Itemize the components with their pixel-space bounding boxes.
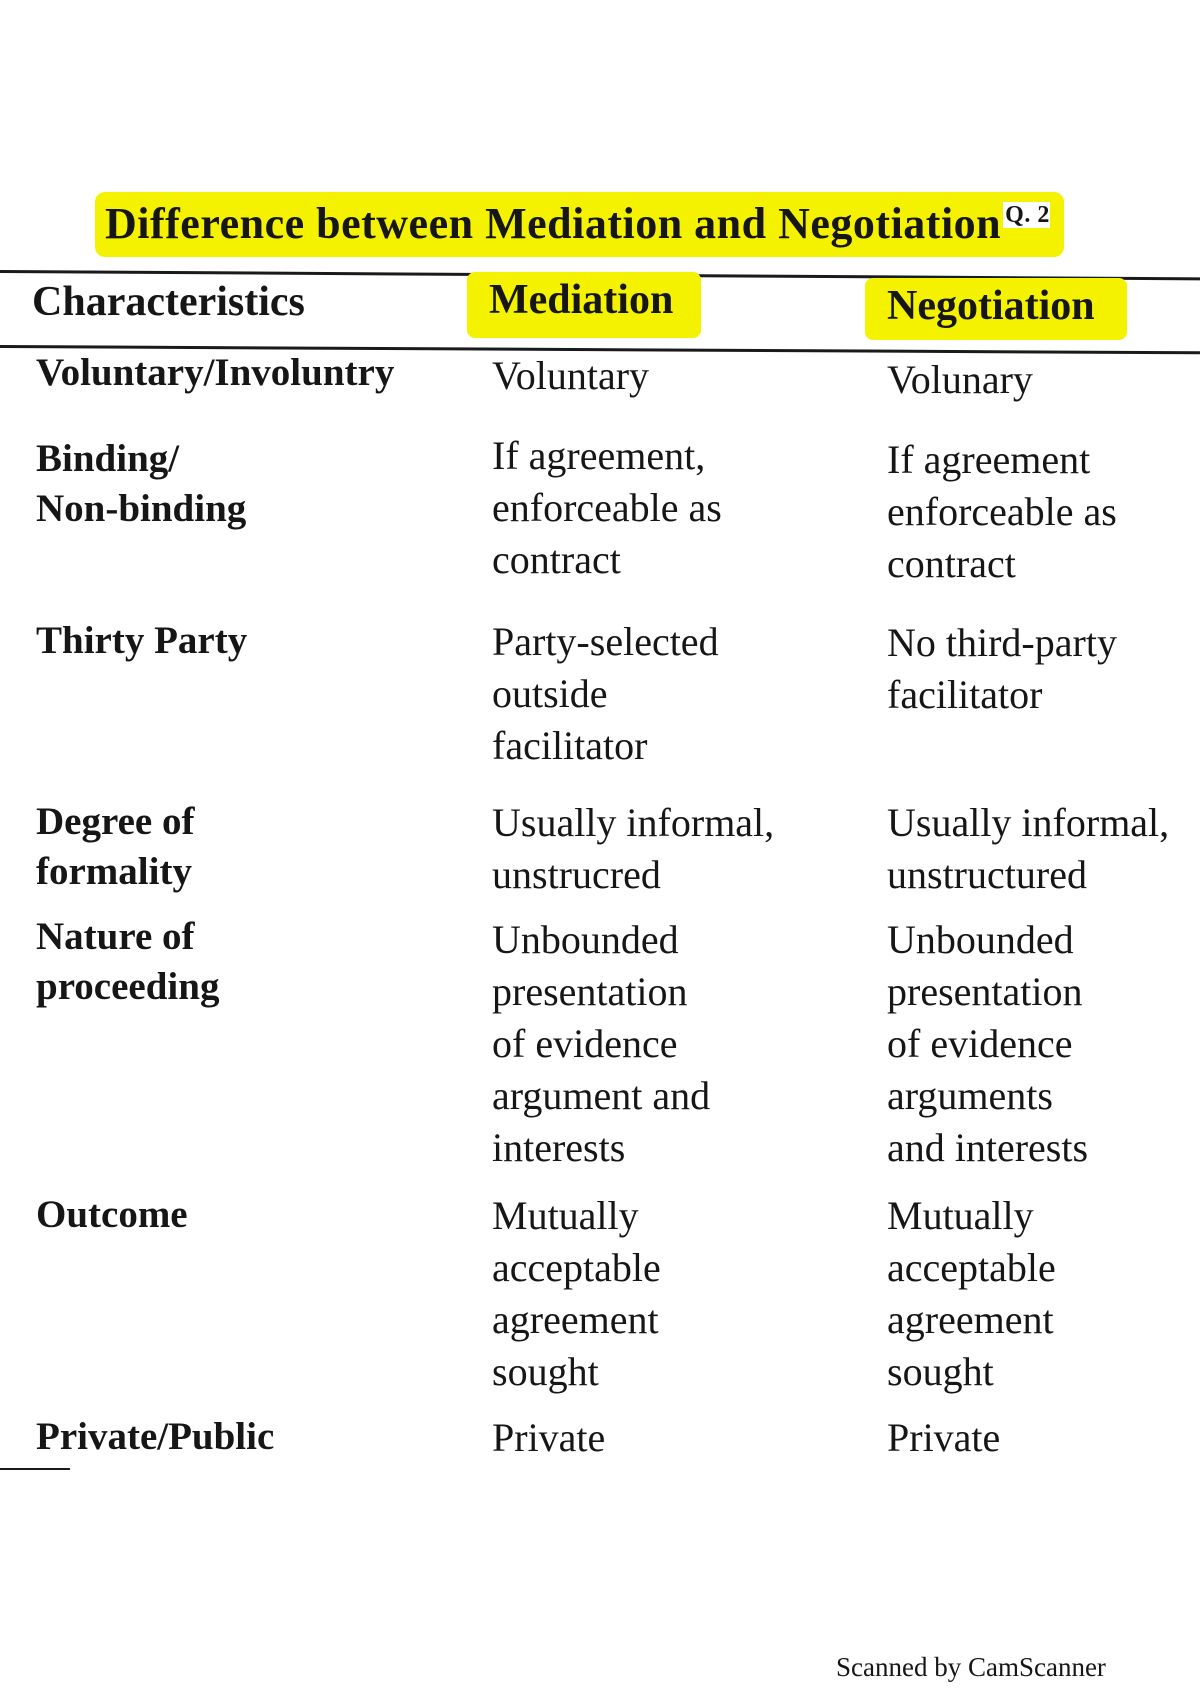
row-2-characteristic: Binding/ Non-binding	[36, 437, 247, 530]
question-reference: Q. 2	[1005, 202, 1050, 229]
row-1-mediation: Voluntary	[492, 353, 650, 398]
row-4-negotiation: Usually informal, unstructured	[887, 800, 1170, 897]
header-characteristics: Characteristics	[32, 279, 305, 325]
row-5-characteristic: Nature of proceeding	[36, 915, 220, 1008]
header-mediation: Mediation	[467, 272, 701, 338]
row-6-negotiation: Mutually acceptable agreement sought	[887, 1193, 1056, 1394]
document-title	[95, 192, 1064, 257]
header-negotiation: Negotiation	[865, 278, 1127, 340]
row-4-mediation: Usually informal, unstrucred	[492, 800, 775, 897]
table-bottom-rule	[0, 1468, 70, 1470]
row-2-mediation: If agreement, enforceable as contract	[492, 433, 722, 582]
row-5-mediation: Unbounded presentation of evidence argument and interests	[492, 917, 711, 1170]
row-6-mediation: Mutually acceptable agreement sought	[492, 1193, 661, 1394]
row-4-characteristic: Degree of formality	[36, 800, 195, 893]
row-7-characteristic: Private/Public	[36, 1415, 275, 1458]
row-1-negotiation: Volunary	[887, 357, 1033, 402]
row-1-characteristic: Voluntary/Involuntry	[36, 351, 395, 394]
row-6-characteristic: Outcome	[36, 1193, 188, 1236]
row-3-characteristic: Thirty Party	[36, 619, 248, 662]
row-7-mediation: Private	[492, 1415, 606, 1460]
row-7-negotiation: Private	[887, 1415, 1001, 1460]
title-text: Difference between Mediation and Negotiation	[105, 199, 1002, 248]
row-3-negotiation: No third-party facilitator	[887, 620, 1117, 717]
row-5-negotiation: Unbounded presentation of evidence arguments and interests	[887, 917, 1089, 1170]
row-3-mediation: Party-selected outside facilitator	[492, 619, 719, 768]
row-2-negotiation: If agreement enforceable as contract	[887, 437, 1117, 586]
scanner-watermark: Scanned by CamScanner	[836, 1652, 1106, 1682]
